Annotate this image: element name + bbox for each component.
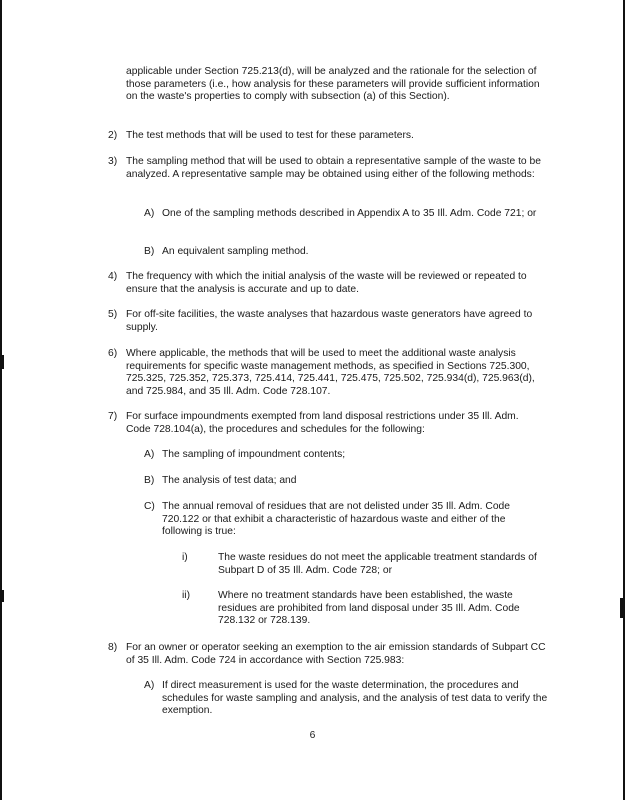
scan-margin-mark: [0, 355, 4, 369]
subitem-text: One of the sampling methods described in Appendix A to 35 Ill. Adm. Code 721; or: [162, 208, 537, 219]
subitem-number: A): [144, 680, 155, 691]
scan-margin-mark: [0, 590, 4, 602]
item-text: For an owner or operator seeking an exemption to the air emission standards of Subpart CC of 35 Ill. Adm. Code 724 in accordance with Section 725.983:: [126, 642, 546, 666]
subitem-number: B): [144, 475, 155, 486]
item-number: 8): [108, 642, 118, 653]
item-text: For surface impoundments exempted from land disposal restrictions under 35 Ill. Adm. Code 728.104(a), the procedures and schedules for the following:: [126, 411, 519, 435]
item-text: The test methods that will be used to test for these parameters.: [126, 130, 414, 141]
subitem-number: C): [144, 501, 155, 512]
subitem-text: The sampling of impoundment contents;: [162, 449, 346, 460]
page-number: 6: [309, 730, 316, 741]
subitem-text: If direct measurement is used for the waste determination, the procedures and schedules for waste sampling and analysis, and the analysis of test data to verify the exemption.: [162, 680, 548, 717]
subitem-number: A): [144, 449, 155, 460]
item-number: 4): [108, 271, 118, 282]
subitem-number: B): [144, 246, 155, 257]
item-number: 2): [108, 130, 118, 141]
item-number: 3): [108, 156, 118, 167]
item-number: 5): [108, 309, 118, 320]
intro-continuation: applicable under Section 725.213(d), will be analyzed and the rationale for the selection of those parameters (i.e., how analysis for these parameters will provide sufficient information on the waste's properties to comply with subsection (a) of this Section).: [126, 66, 540, 103]
subsubitem-number: ii): [182, 590, 191, 601]
item-number: 6): [108, 348, 118, 359]
item-text: For off-site facilities, the waste analyses that hazardous waste generators have agreed to supply.: [126, 309, 533, 333]
item-text: The sampling method that will be used to obtain a representative sample of the waste to be analyzed. A representative sample may be obtained using either of the following methods:: [126, 156, 541, 180]
item-text: Where applicable, the methods that will be used to meet the additional waste analysis requirements for specific waste management methods, as specified in Sections 725.300, 725.325, 725.352, 725.373, 725.414, 725.441, 725.475, 725.502, 725.934(d), 725.963(d), and 725.984, and 35 Ill. Adm. Code 728.107.: [126, 348, 535, 397]
subitem-number: A): [144, 208, 155, 219]
subitem-text: An equivalent sampling method.: [162, 246, 309, 257]
subitem-text: The analysis of test data; and: [162, 475, 297, 486]
subsubitem-text: Where no treatment standards have been established, the waste residues are prohibited from land disposal under 35 Ill. Adm. Code 728.132 or 728.139.: [218, 590, 520, 627]
subitem-text: The annual removal of residues that are not delisted under 35 Ill. Adm. Code 720.122 or that exhibit a characteristic of hazardous waste and either of the following is true:: [162, 501, 511, 538]
scan-left-edge: [0, 0, 2, 800]
subsubitem-number: i): [182, 552, 188, 563]
item-text: The frequency with which the initial analysis of the waste will be reviewed or repeated to ensure that the analysis is accurate and up to date.: [126, 271, 527, 295]
scan-margin-mark: [620, 598, 625, 618]
item-number: 7): [108, 411, 118, 422]
subsubitem-text: The waste residues do not meet the applicable treatment standards of Subpart D of 35 Ill. Adm. Code 728; or: [218, 552, 537, 576]
